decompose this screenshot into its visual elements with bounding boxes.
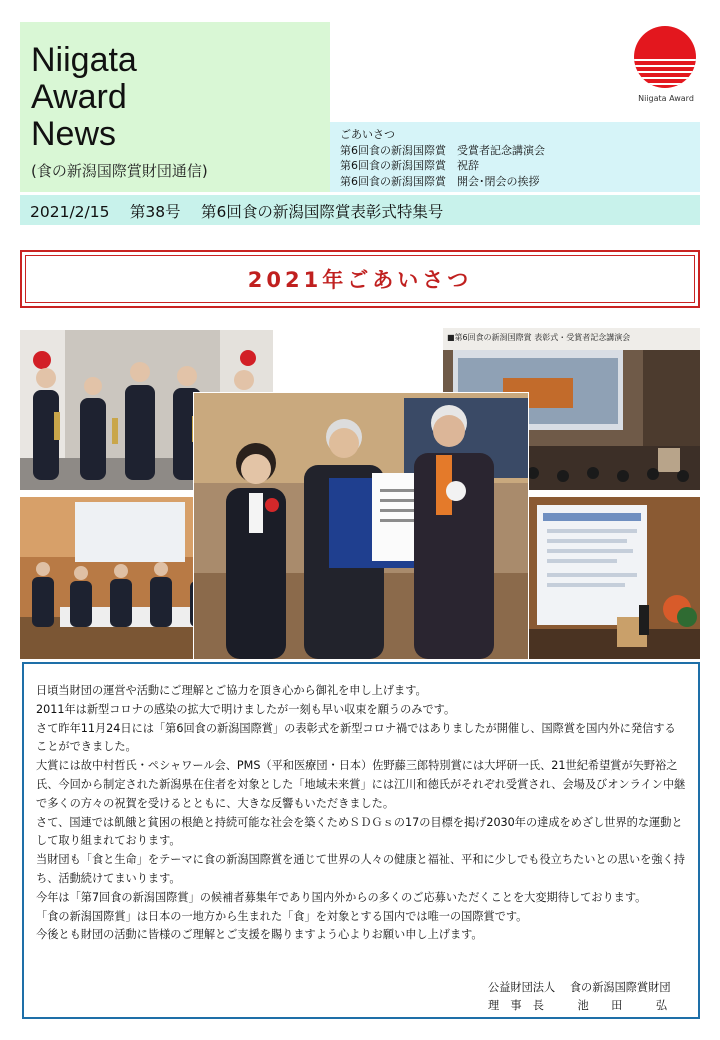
letter-paragraph: さて昨年11月24日には「第6回食の新潟国際賞」の表彰式を新型コロナ禍ではありましたが開催し、国際賞を国内外に発信することができました。 xyxy=(36,721,676,754)
letter-paragraph: 今後とも財団の活動に皆様のご理解とご支援を賜りますよう心よりお願い申し上げます。 xyxy=(36,928,483,942)
red-sun-logo-icon xyxy=(634,26,696,88)
section-banner xyxy=(20,250,700,308)
masthead xyxy=(20,22,330,192)
issue-bar xyxy=(20,195,700,225)
toc-item: 第6回食の新潟国際賞 祝辞 xyxy=(340,159,479,172)
title-line: Award xyxy=(31,78,127,116)
letter-paragraph: 2011年は新型コロナの感染の拡大で明けましたが一刻も早い収束を願うのみです。 xyxy=(36,702,456,716)
greeting-letter xyxy=(22,662,700,1019)
photo-presentation-slide xyxy=(527,497,700,659)
toc-item: 第6回食の新潟国際賞 開会･閉会の挨拶 xyxy=(340,174,540,188)
signature-organization: 公益財団法人 食の新潟国際賞財団 xyxy=(488,981,671,994)
logo-caption: Niigata Award xyxy=(638,94,694,103)
letter-paragraph: 大賞には故中村哲氏・ペシャワール会、PMS（平和医療団・日本）佐野藤三郎特別賞には大坪研一氏、21世紀希望賞が矢野裕之氏、今回から制定された新潟県在住者を対象とした「地域未来賞」には江川和徳氏がそれぞれ受賞され、会場及びオンライン中継で多くの方々の祝賀を受けるとともに、大きな反響もいただきました。 xyxy=(36,759,686,810)
newsletter-subtitle: (食の新潟国際賞財団通信) xyxy=(31,162,208,180)
letter-paragraph: 今年は「第7回食の新潟国際賞」の候補者募集年であり国内外からの多くのご応募いただくことを大変期待しております。 xyxy=(36,890,647,904)
issue-line: 2021/2/15 第38号 第6回食の新潟国際賞表彰式特集号 xyxy=(30,203,444,221)
title-line: Niigata xyxy=(31,41,137,79)
section-title: 2021年ごあいさつ xyxy=(247,268,473,292)
signature-chairman: 理 事 長 池 田 弘 xyxy=(488,999,668,1012)
niigata-award-logo xyxy=(626,26,706,112)
toc-item: ごあいさつ xyxy=(340,128,395,141)
letter-paragraph: 当財団も「食と生命」をテーマに食の新潟国際賞を通じて世界の人々の健康と福祉、平和に少しでも役立ちたいとの思いを強く持ち、活動続けてまいります。 xyxy=(36,853,685,885)
title-line: News xyxy=(31,115,117,153)
newsletter-title xyxy=(31,42,137,153)
signature xyxy=(488,979,671,1015)
letter-paragraph: 日頃当財団の運営や活動にご理解とご協力を頂き心から御礼を申し上げます。 xyxy=(36,684,427,697)
letter-body xyxy=(36,682,686,945)
toc-item: 第6回食の新潟国際賞 受賞者記念講演会 xyxy=(340,143,545,157)
photo-certificate-presentation xyxy=(193,392,529,660)
letter-paragraph: さて、国連では飢餓と貧困の根絶と持続可能な社会を築くためＳＤＧｓの17の目標を掲げ2030年の達成をめざし世界的な運動として取り組まれております。 xyxy=(36,815,683,848)
letter-paragraph: 「食の新潟国際賞」は日本の一地方から生まれた「食」を対象とする国内では唯一の国際賞です。 xyxy=(36,909,528,923)
table-of-contents xyxy=(330,122,700,192)
stage-banner-text: ■第6回食の新潟国際賞 表彰式・受賞者記念講演会 xyxy=(447,333,631,342)
